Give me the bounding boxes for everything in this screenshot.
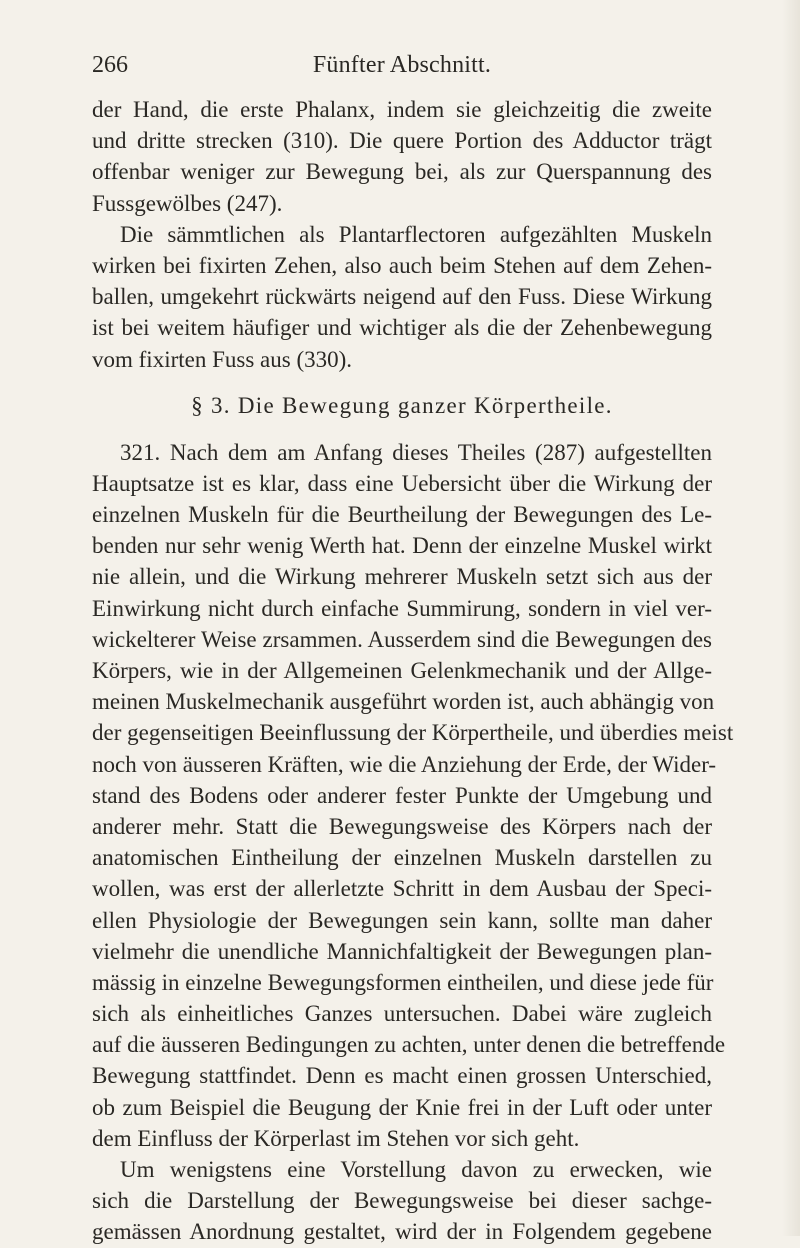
text-line: Bewegung stattfindet. Denn es macht einen grossen Unterschied, [92, 1063, 712, 1089]
text-line: vom fixirten Fuss aus (330). [92, 346, 353, 372]
text-line: benden nur sehr wenig Werth hat. Denn der einzelne Muskel wirkt [92, 533, 712, 559]
section-heading: § 3. Die Bewegung ganzer Körpertheile. [191, 392, 613, 418]
text-line: ist bei weitem häufiger und wichtiger als die der Zehenbewegung [92, 315, 712, 341]
text-line: anatomischen Eintheilung der einzelnen Muskeln darstellen zu [92, 845, 712, 871]
text-line: Die sämmtlichen als Plantarflectoren aufgezählten Muskeln [120, 221, 712, 247]
text-line: der gegenseitigen Beeinflussung der Körpertheile, und überdies meist [92, 720, 734, 746]
text-line: ballen, umgekehrt rückwärts neigend auf den Fuss. Diese Wirkung [92, 284, 712, 310]
text-line: offenbar weniger zur Bewegung bei, als zur Querspannung des [92, 159, 712, 185]
text-line: sich die Darstellung der Bewegungsweise bei dieser sachge- [92, 1188, 712, 1214]
text-block [92, 94, 734, 1248]
text-line: sich als einheitliches Ganzes untersuchen. Dabei wäre zugleich [92, 1001, 712, 1027]
page-number: 266 [92, 52, 128, 78]
text-line: auf die äusseren Bedingungen zu achten, unter denen die betreffende [92, 1032, 726, 1058]
text-line: mässig in einzelne Bewegungsformen eintheilen, und diese jede für [92, 969, 714, 995]
text-line: 321. Nach dem am Anfang dieses Theiles (287) aufgestellten [120, 439, 712, 465]
text-line: wollen, was erst der allerletzte Schritt in dem Ausbau der Speci- [92, 876, 712, 902]
text-line: Fussgewölbes (247). [92, 190, 283, 216]
text-line: ob zum Beispiel die Beugung der Knie frei in der Luft oder unter [92, 1094, 712, 1120]
text-line: einzelnen Muskeln für die Beurtheilung der Bewegungen des Le- [92, 502, 712, 528]
text-line: Körpers, wie in der Allgemeinen Gelenkmechanik und der Allge- [92, 658, 712, 683]
text-line: gemässen Anordnung gestaltet, wird der in Folgendem gegebene [92, 1219, 712, 1245]
page-edge-shading [782, 0, 800, 1236]
text-line: nie allein, und die Wirkung mehrerer Muskeln setzt sich aus der [92, 564, 712, 590]
text-line: vielmehr die unendliche Mannichfaltigkeit der Bewegungen plan- [92, 938, 712, 964]
text-line: stand des Bodens oder anderer fester Punkte der Umgebung und [92, 782, 712, 808]
text-line: noch von äusseren Kräften, wie die Anziehung der Erde, der Wider- [92, 751, 717, 777]
text-line: Einwirkung nicht durch einfache Summirung, sondern in viel ver- [92, 595, 712, 621]
text-line: wirken bei fixirten Zehen, also auch beim Stehen auf dem Zehen- [92, 252, 712, 278]
text-line: Hauptsatze ist es klar, dass eine Uebersicht über die Wirkung der [92, 470, 712, 496]
text-line: ellen Physiologie der Bewegungen sein kann, sollte man daher [92, 907, 712, 933]
text-line: wickelterer Weise zrsammen. Ausserdem sind die Bewegungen des [92, 626, 712, 652]
running-head [92, 48, 712, 82]
text-line: der Hand, die erste Phalanx, indem sie gleichzeitig die zweite [92, 97, 712, 122]
text-line: anderer mehr. Statt die Bewegungsweise des Körpers nach der [92, 813, 712, 839]
text-line: dem Einfluss der Körperlast im Stehen vor sich geht. [92, 1125, 580, 1151]
text-line: Um wenigstens eine Vorstellung davon zu erwecken, wie [120, 1157, 712, 1182]
text-line: meinen Muskelmechanik ausgeführt worden ist, auch abhängig von [92, 689, 715, 715]
running-title: Fünfter Abschnitt. [312, 52, 492, 78]
text-line: und dritte strecken (310). Die quere Portion des Adductor trägt [92, 128, 712, 154]
